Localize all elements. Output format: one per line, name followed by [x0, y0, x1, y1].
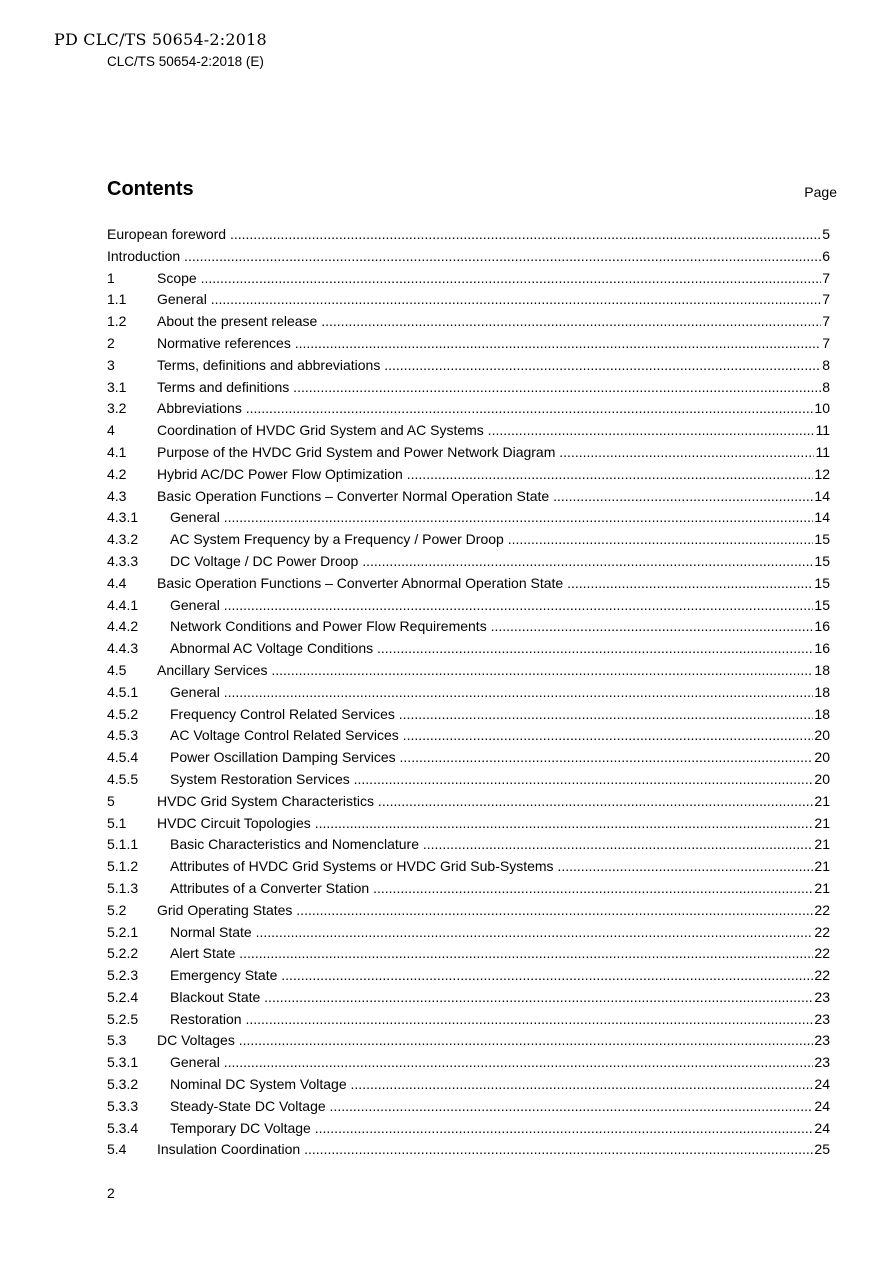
toc-entry[interactable]	[107, 1139, 830, 1161]
toc-entry[interactable]	[107, 791, 830, 813]
toc-entry[interactable]	[107, 856, 830, 878]
toc-entry-title: Frequency Control Related Services	[157, 706, 395, 722]
toc-entry-page: 22	[814, 967, 830, 984]
toc-entry[interactable]	[107, 442, 830, 464]
toc-entry-title: Attributes of a Converter Station	[157, 880, 369, 896]
toc-entry-page: 10	[814, 400, 830, 417]
toc-entry[interactable]	[107, 377, 830, 399]
table-of-contents	[107, 224, 830, 1161]
toc-entry-page: 24	[814, 1097, 830, 1114]
toc-entry[interactable]	[107, 398, 830, 420]
toc-entry-page: 22	[814, 945, 830, 962]
toc-entry-page: 15	[814, 531, 830, 548]
toc-entry[interactable]	[107, 486, 830, 508]
toc-entry[interactable]	[107, 507, 830, 529]
toc-entry-number: 5.1.3	[107, 879, 139, 896]
toc-entry-title: Coordination of HVDC Grid System and AC Systems	[157, 422, 484, 439]
toc-entry-number: 4.3.1	[107, 509, 139, 526]
toc-entry-title: Basic Characteristics and Nomenclature	[157, 836, 419, 852]
toc-entry-title: Restoration	[157, 1011, 242, 1027]
toc-entry-title: Basic Operation Functions – Converter Abnormal Operation State	[157, 574, 564, 591]
toc-entry-title: Temporary DC Voltage	[157, 1120, 311, 1136]
toc-entry-number: 4.1	[107, 443, 127, 460]
toc-entry-title: Network Conditions and Power Flow Requirements	[157, 618, 487, 634]
toc-entry-number: 1.2	[107, 313, 127, 330]
toc-entry-number: 5.3.4	[107, 1119, 139, 1136]
toc-entry-title: Abnormal AC Voltage Conditions	[157, 640, 373, 656]
toc-entry-title: Emergency State	[157, 967, 277, 983]
toc-entry-title: General	[157, 1054, 220, 1070]
pd-designation: PD CLC/TS 50654-2:2018	[54, 30, 267, 49]
toc-entry-number: 4.5.3	[107, 727, 139, 744]
toc-entry[interactable]	[107, 1074, 830, 1096]
toc-entry-number: 4.5.4	[107, 749, 139, 766]
toc-entry-number: 5.2.5	[107, 1010, 139, 1027]
toc-entry[interactable]	[107, 529, 830, 551]
toc-entry-page: 8	[822, 378, 830, 395]
toc-entry-page: 5	[822, 226, 830, 242]
toc-entry-number: 1.1	[107, 291, 127, 308]
toc-entry[interactable]	[107, 638, 830, 660]
toc-entry-number: 2	[107, 334, 115, 351]
toc-entry[interactable]	[107, 965, 830, 987]
toc-entry-title: Basic Operation Functions – Converter Normal Operation State	[157, 487, 550, 504]
toc-entry[interactable]	[107, 922, 830, 944]
toc-entry[interactable]	[107, 900, 830, 922]
toc-entry-page: 15	[814, 574, 830, 591]
toc-entry-page: 18	[814, 705, 830, 722]
toc-entry-page: 7	[822, 269, 830, 286]
toc-entry-number: 5.2	[107, 901, 127, 918]
toc-entry-number: 3.1	[107, 378, 127, 395]
toc-entry-title: Scope	[157, 269, 197, 286]
toc-entry[interactable]	[107, 1096, 830, 1118]
toc-entry-title: HVDC Grid System Characteristics	[157, 792, 375, 809]
toc-entry-page: 15	[814, 552, 830, 569]
toc-entry-number: 4	[107, 422, 115, 439]
toc-entry-number: 3	[107, 356, 115, 373]
toc-entry-title: Hybrid AC/DC Power Flow Optimization	[157, 465, 403, 482]
toc-entry-title: Nominal DC System Voltage	[157, 1076, 347, 1092]
toc-entry[interactable]	[107, 747, 830, 769]
toc-entry-number: 5.2.3	[107, 967, 139, 984]
toc-entry[interactable]	[107, 682, 830, 704]
toc-entry-number: 4.4.3	[107, 640, 139, 657]
toc-entry-page: 25	[814, 1141, 830, 1158]
toc-entry-number: 4.4.1	[107, 596, 139, 613]
toc-entry[interactable]	[107, 616, 830, 638]
toc-entry-page: 12	[814, 465, 830, 482]
toc-entry-title: Steady-State DC Voltage	[157, 1098, 326, 1114]
toc-entry[interactable]	[107, 769, 830, 791]
toc-entry[interactable]	[107, 1009, 830, 1031]
toc-entry[interactable]	[107, 355, 830, 377]
toc-entry-number: 4.5.2	[107, 705, 139, 722]
toc-entry[interactable]	[107, 834, 830, 856]
toc-entry-number: 5.3.3	[107, 1097, 139, 1114]
toc-entry-number: 5.3.2	[107, 1076, 139, 1093]
toc-entry-number: 5.2.4	[107, 988, 139, 1005]
toc-entry-page: 20	[814, 749, 830, 766]
toc-entry-page: 8	[822, 356, 830, 373]
toc-entry-page: 14	[814, 487, 830, 504]
toc-entry-title: AC Voltage Control Related Services	[157, 727, 399, 743]
toc-entry-page: 16	[814, 618, 830, 635]
toc-entry-title: Grid Operating States	[157, 901, 293, 918]
toc-entry-title: Insulation Coordination	[157, 1141, 301, 1158]
toc-entry[interactable]	[107, 595, 830, 617]
standard-designation: CLC/TS 50654-2:2018 (E)	[107, 54, 264, 69]
toc-entry[interactable]	[107, 1052, 830, 1074]
toc-entry-number: 5	[107, 792, 115, 809]
toc-entry-page: 23	[814, 1054, 830, 1071]
toc-entry-title: European foreword	[107, 226, 227, 242]
toc-entry-page: 11	[815, 443, 830, 460]
toc-entry[interactable]	[107, 813, 830, 835]
toc-entry-number: 4.5.5	[107, 770, 139, 787]
toc-entry[interactable]	[107, 573, 830, 595]
toc-entry-page: 24	[814, 1076, 830, 1093]
toc-entry[interactable]	[107, 704, 830, 726]
toc-entry-title: General	[157, 509, 220, 525]
toc-entry-number: 5.3	[107, 1032, 127, 1049]
toc-entry[interactable]	[107, 660, 830, 682]
toc-entry-number: 4.5.1	[107, 683, 139, 700]
toc-entry-title: Introduction	[107, 247, 181, 264]
toc-entry[interactable]	[107, 551, 830, 573]
toc-entry-title: Abbreviations	[157, 400, 242, 417]
toc-entry-page: 18	[814, 661, 830, 678]
toc-entry-title: About the present release	[157, 313, 318, 330]
toc-entry-page: 24	[814, 1119, 830, 1136]
toc-entry[interactable]	[107, 464, 830, 486]
toc-entry-title: DC Voltages	[157, 1032, 235, 1049]
toc-entry[interactable]	[107, 725, 830, 747]
toc-entry-page: 21	[814, 879, 830, 896]
toc-entry-page: 21	[814, 836, 830, 853]
toc-entry-title: System Restoration Services	[157, 771, 350, 787]
toc-entry-number: 5.1	[107, 814, 127, 831]
toc-entry-title: Power Oscillation Damping Services	[157, 749, 396, 765]
toc-entry-title: Terms, definitions and abbreviations	[157, 356, 381, 373]
toc-entry-number: 5.1.1	[107, 836, 139, 853]
toc-entry-title: AC System Frequency by a Frequency / Power Droop	[157, 531, 504, 547]
toc-entry-page: 23	[814, 1032, 830, 1049]
toc-entry-number: 5.2.2	[107, 945, 139, 962]
toc-entry-title: Terms and definitions	[157, 378, 290, 395]
toc-entry-page: 7	[822, 313, 830, 330]
toc-entry[interactable]	[107, 1118, 830, 1140]
toc-entry-page: 7	[822, 291, 830, 308]
toc-entry[interactable]	[107, 246, 830, 268]
toc-entry-page: 15	[814, 596, 830, 613]
toc-entry-title: Purpose of the HVDC Grid System and Power Network Diagram	[157, 443, 556, 460]
toc-entry[interactable]	[107, 311, 830, 333]
toc-entry-title: Normal State	[157, 924, 252, 940]
toc-entry-title: General	[157, 291, 207, 308]
toc-entry-page: 11	[815, 422, 830, 439]
toc-entry-title: Attributes of HVDC Grid Systems or HVDC Grid Sub-Systems	[157, 858, 554, 874]
toc-entry-number: 4.4	[107, 574, 127, 591]
toc-entry-title: Blackout State	[157, 989, 260, 1005]
page-number: 2	[107, 1185, 115, 1201]
toc-entry-number: 4.3	[107, 487, 127, 504]
toc-entry-page: 23	[814, 1010, 830, 1027]
toc-entry-number: 4.5	[107, 661, 127, 678]
toc-entry-title: General	[157, 684, 220, 700]
page-column-label: Page	[804, 184, 837, 200]
toc-entry-number: 3.2	[107, 400, 127, 417]
toc-entry-page: 22	[814, 901, 830, 918]
toc-entry-number: 4.4.2	[107, 618, 139, 635]
toc-entry[interactable]	[107, 268, 830, 290]
toc-entry-number: 4.3.2	[107, 531, 139, 548]
toc-entry[interactable]	[107, 289, 830, 311]
toc-entry-page: 6	[822, 247, 830, 264]
toc-entry-number: 5.1.2	[107, 858, 139, 875]
toc-entry-number: 1	[107, 269, 115, 286]
toc-entry-number: 4.2	[107, 465, 127, 482]
toc-entry[interactable]	[107, 333, 830, 355]
toc-entry-title: General	[157, 597, 220, 613]
toc-entry-number: 4.3.3	[107, 552, 139, 569]
toc-entry-page: 22	[814, 923, 830, 940]
toc-entry-title: DC Voltage / DC Power Droop	[157, 553, 358, 569]
toc-entry-page: 21	[814, 858, 830, 875]
toc-entry-title: Alert State	[157, 945, 235, 961]
toc-entry-page: 21	[814, 814, 830, 831]
toc-entry[interactable]	[107, 987, 830, 1009]
toc-entry-page: 20	[814, 770, 830, 787]
toc-entry-page: 7	[822, 334, 830, 351]
toc-entry-number: 5.2.1	[107, 923, 139, 940]
toc-entry-number: 5.3.1	[107, 1054, 139, 1071]
toc-entry-page: 18	[814, 683, 830, 700]
toc-entry[interactable]	[107, 943, 830, 965]
toc-entry-page: 14	[814, 509, 830, 526]
toc-entry[interactable]	[107, 1030, 830, 1052]
toc-entry-page: 21	[814, 792, 830, 809]
toc-entry-title: Normative references	[157, 334, 291, 351]
toc-entry[interactable]	[107, 224, 830, 246]
toc-entry[interactable]	[107, 420, 830, 442]
toc-entry-page: 23	[814, 988, 830, 1005]
toc-entry[interactable]	[107, 878, 830, 900]
toc-entry-page: 20	[814, 727, 830, 744]
toc-entry-page: 16	[814, 640, 830, 657]
contents-title: Contents	[107, 178, 194, 200]
toc-entry-title: HVDC Circuit Topologies	[157, 814, 311, 831]
toc-entry-title: Ancillary Services	[157, 661, 268, 678]
toc-entry-number: 5.4	[107, 1141, 127, 1158]
